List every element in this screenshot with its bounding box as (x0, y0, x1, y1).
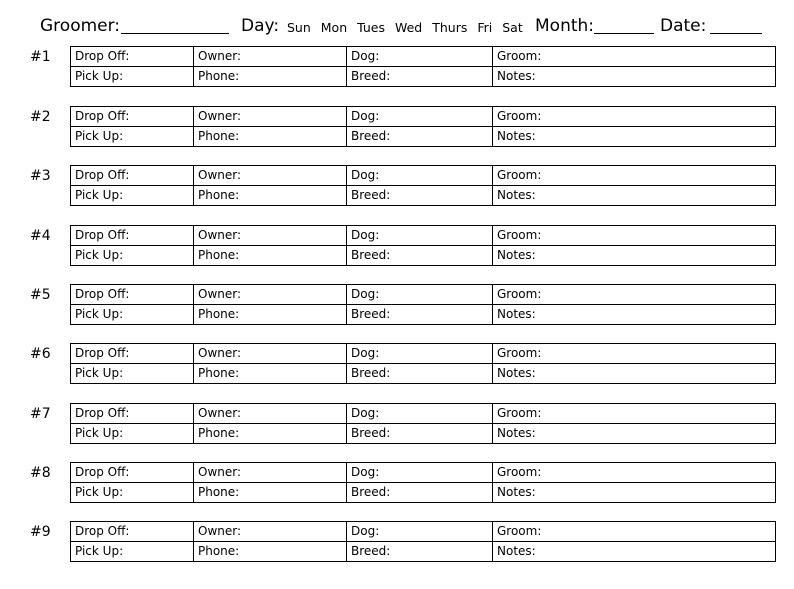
pick-up-field[interactable]: Pick Up: (71, 542, 194, 562)
day-option-wed[interactable]: Wed (394, 20, 423, 35)
drop-off-field[interactable]: Drop Off: (71, 226, 194, 246)
slot-row-top (71, 166, 776, 186)
groom-field[interactable]: Groom: (493, 107, 776, 127)
drop-off-field[interactable]: Drop Off: (71, 285, 194, 305)
slot-row-bottom (71, 424, 776, 444)
breed-field[interactable]: Breed: (347, 483, 493, 503)
owner-field[interactable]: Owner: (194, 522, 347, 542)
appointment-slot (0, 165, 794, 209)
phone-field[interactable]: Phone: (194, 305, 347, 325)
slot-number: #5 (30, 287, 51, 303)
slot-row-bottom (71, 127, 776, 147)
groom-field[interactable]: Groom: (493, 344, 776, 364)
slot-row-top (71, 226, 776, 246)
pick-up-field[interactable]: Pick Up: (71, 127, 194, 147)
slot-row-bottom (71, 542, 776, 562)
phone-field[interactable]: Phone: (194, 127, 347, 147)
groom-field[interactable]: Groom: (493, 522, 776, 542)
slot-number: #3 (30, 168, 51, 184)
breed-field[interactable]: Breed: (347, 542, 493, 562)
day-option-sun[interactable]: Sun (287, 20, 311, 35)
slot-number: #4 (30, 228, 51, 244)
owner-field[interactable]: Owner: (194, 107, 347, 127)
phone-field[interactable]: Phone: (194, 424, 347, 444)
day-option-sat[interactable]: Sat (502, 20, 523, 35)
appointment-slot (0, 521, 794, 565)
breed-field[interactable]: Breed: (347, 364, 493, 384)
dog-field[interactable]: Dog: (347, 226, 493, 246)
slot-row-bottom (71, 246, 776, 266)
slot-table (70, 225, 776, 266)
notes-field[interactable]: Notes: (493, 67, 776, 87)
drop-off-field[interactable]: Drop Off: (71, 344, 194, 364)
appointment-slot (0, 46, 794, 90)
slot-row-bottom (71, 186, 776, 206)
groom-field[interactable]: Groom: (493, 47, 776, 67)
phone-field[interactable]: Phone: (194, 67, 347, 87)
slot-row-top (71, 107, 776, 127)
owner-field[interactable]: Owner: (194, 344, 347, 364)
groom-field[interactable]: Groom: (493, 166, 776, 186)
slot-row-top (71, 522, 776, 542)
date-field[interactable] (710, 33, 762, 34)
day-label: Day: (241, 16, 280, 36)
appointment-slot (0, 284, 794, 328)
notes-field[interactable]: Notes: (493, 246, 776, 266)
breed-field[interactable]: Breed: (347, 186, 493, 206)
appointment-slot (0, 403, 794, 447)
dog-field[interactable]: Dog: (347, 47, 493, 67)
notes-field[interactable]: Notes: (493, 305, 776, 325)
notes-field[interactable]: Notes: (493, 483, 776, 503)
groom-field[interactable]: Groom: (493, 463, 776, 483)
phone-field[interactable]: Phone: (194, 542, 347, 562)
phone-field[interactable]: Phone: (194, 364, 347, 384)
month-field[interactable] (594, 33, 654, 34)
date-label: Date: (660, 16, 707, 36)
day-options (287, 20, 523, 35)
slot-row-top (71, 463, 776, 483)
pick-up-field[interactable]: Pick Up: (71, 305, 194, 325)
slot-table (70, 521, 776, 562)
slot-number: #9 (30, 524, 51, 540)
slot-table (70, 106, 776, 147)
dog-field[interactable]: Dog: (347, 166, 493, 186)
groomer-label: Groomer: (40, 16, 121, 36)
phone-field[interactable]: Phone: (194, 246, 347, 266)
pick-up-field[interactable]: Pick Up: (71, 364, 194, 384)
slot-row-top (71, 47, 776, 67)
slot-table (70, 343, 776, 384)
owner-field[interactable]: Owner: (194, 47, 347, 67)
pick-up-field[interactable]: Pick Up: (71, 424, 194, 444)
slot-row-top (71, 344, 776, 364)
drop-off-field[interactable]: Drop Off: (71, 463, 194, 483)
dog-field[interactable]: Dog: (347, 463, 493, 483)
groom-field[interactable]: Groom: (493, 404, 776, 424)
breed-field[interactable]: Breed: (347, 424, 493, 444)
slot-row-top (71, 285, 776, 305)
pick-up-field[interactable]: Pick Up: (71, 67, 194, 87)
slot-table (70, 462, 776, 503)
appointment-slot (0, 225, 794, 269)
slot-table (70, 165, 776, 206)
groom-field[interactable]: Groom: (493, 285, 776, 305)
slot-number: #7 (30, 406, 51, 422)
slot-row-bottom (71, 364, 776, 384)
form-header (0, 14, 794, 42)
slot-row-bottom (71, 305, 776, 325)
breed-field[interactable]: Breed: (347, 305, 493, 325)
notes-field[interactable]: Notes: (493, 424, 776, 444)
drop-off-field[interactable]: Drop Off: (71, 107, 194, 127)
breed-field[interactable]: Breed: (347, 127, 493, 147)
drop-off-field[interactable]: Drop Off: (71, 522, 194, 542)
dog-field[interactable]: Dog: (347, 344, 493, 364)
slot-row-bottom (71, 67, 776, 87)
drop-off-field[interactable]: Drop Off: (71, 47, 194, 67)
slot-row-bottom (71, 483, 776, 503)
slot-number: #2 (30, 109, 51, 125)
groom-field[interactable]: Groom: (493, 226, 776, 246)
dog-field[interactable]: Dog: (347, 107, 493, 127)
notes-field[interactable]: Notes: (493, 186, 776, 206)
pick-up-field[interactable]: Pick Up: (71, 246, 194, 266)
drop-off-field[interactable]: Drop Off: (71, 166, 194, 186)
breed-field[interactable]: Breed: (347, 246, 493, 266)
owner-field[interactable]: Owner: (194, 404, 347, 424)
month-label: Month: (535, 16, 595, 36)
notes-field[interactable]: Notes: (493, 364, 776, 384)
pick-up-field[interactable]: Pick Up: (71, 483, 194, 503)
pick-up-field[interactable]: Pick Up: (71, 186, 194, 206)
slot-number: #8 (30, 465, 51, 481)
appointment-slot (0, 343, 794, 387)
dog-field[interactable]: Dog: (347, 522, 493, 542)
dog-field[interactable]: Dog: (347, 404, 493, 424)
owner-field[interactable]: Owner: (194, 285, 347, 305)
dog-field[interactable]: Dog: (347, 285, 493, 305)
slot-number: #1 (30, 49, 51, 65)
notes-field[interactable]: Notes: (493, 127, 776, 147)
appointment-slot (0, 462, 794, 506)
owner-field[interactable]: Owner: (194, 226, 347, 246)
day-option-tues[interactable]: Tues (357, 20, 385, 35)
day-option-fri[interactable]: Fri (477, 20, 493, 35)
groomer-field[interactable] (121, 33, 229, 34)
owner-field[interactable]: Owner: (194, 463, 347, 483)
slot-table (70, 403, 776, 444)
owner-field[interactable]: Owner: (194, 166, 347, 186)
slot-table (70, 46, 776, 87)
notes-field[interactable]: Notes: (493, 542, 776, 562)
appointment-slot (0, 106, 794, 150)
breed-field[interactable]: Breed: (347, 67, 493, 87)
day-option-thurs[interactable]: Thurs (432, 20, 468, 35)
slot-row-top (71, 404, 776, 424)
slot-table (70, 284, 776, 325)
slot-number: #6 (30, 346, 51, 362)
phone-field[interactable]: Phone: (194, 186, 347, 206)
drop-off-field[interactable]: Drop Off: (71, 404, 194, 424)
phone-field[interactable]: Phone: (194, 483, 347, 503)
day-option-mon[interactable]: Mon (320, 20, 348, 35)
